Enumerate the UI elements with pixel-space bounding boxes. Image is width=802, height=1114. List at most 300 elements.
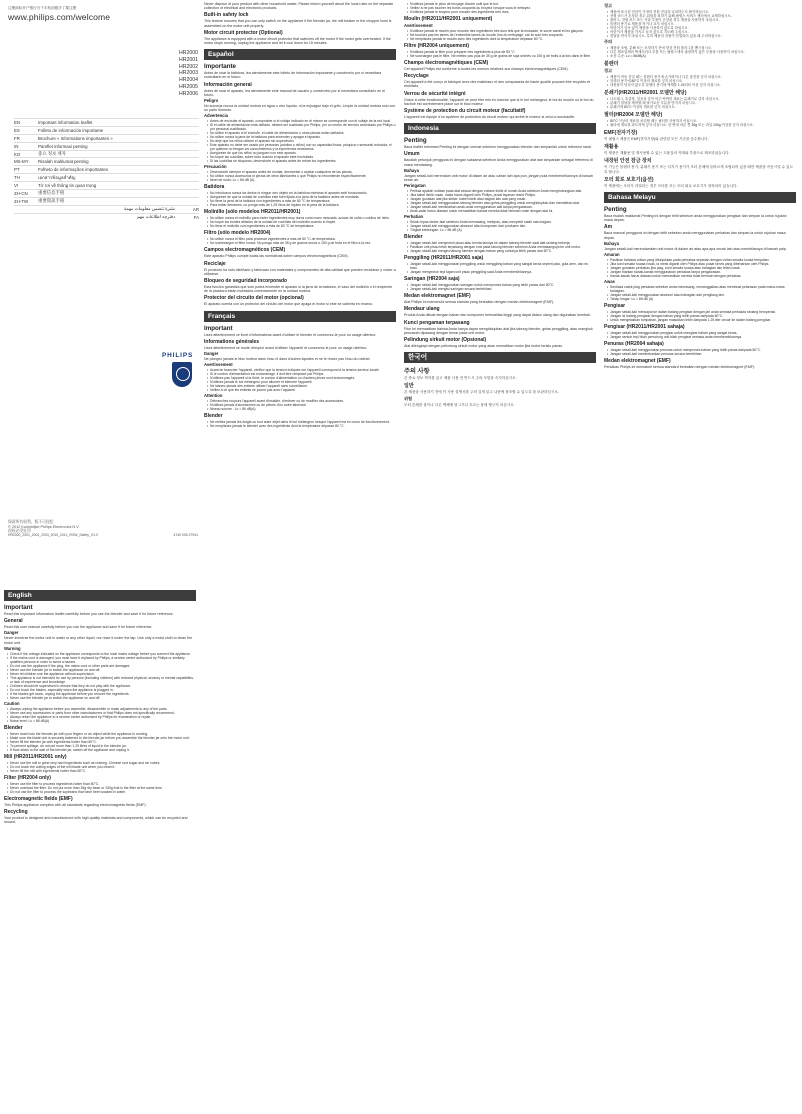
list-item: • No llene la jarra de la batidora con ingredientes a más de 80 °C de temperatura. [207, 199, 396, 203]
heading-emf: Medan elektromagnet (EMF) [604, 358, 671, 365]
motor-protector-text: El aparato cuenta con un protector del circuito del motor que apaga el motor si este se calienta en exceso. [204, 302, 374, 307]
list-item: • Veillez à ce que les enfants ne jouent pas avec l'appareil. [207, 388, 396, 392]
general-text: Baca manual pengguna ini dengan teliti sebelum anda menggunakan perkakas dan simpan ia untuk rujukan masa depan. [604, 231, 786, 240]
list-item: • 칼날을 만지지 마십시오. 특히 제품의 전원이 연결되어 있을 때 주의하십시오. [607, 34, 796, 38]
safety-lock-text: Esta función garantiza que solo podrá encender el aparato si la jarra de la batidora, el vaso del molinillo o el recipiente de la picadora están montados correctamente en la unidad motora. [204, 285, 393, 294]
heading-danger: 위험 [404, 395, 413, 401]
mill-list [407, 29, 596, 41]
list-item: • Jangan sekali-kali mengisi saringan secara berlebihan. [407, 287, 596, 291]
heading-recycling: Recycling [4, 809, 28, 816]
list-item: • Jangan gunakan alat jika steker, kabel listrik atau bagian lain ada yang rusak. [407, 197, 596, 201]
blender-list [207, 191, 396, 207]
heading-safety-lock: Bloqueo de seguridad incorporado [204, 278, 288, 285]
language-code: MS-MY [14, 159, 29, 165]
blender-list [407, 241, 596, 253]
list-item: • Jangan sekali-kali menyentuh pisau atau benda lainnya ke dalam tabung blender saat alat sedang bekerja. [407, 241, 596, 245]
section-title: Penting [404, 137, 427, 145]
list-item: • Ne laissez jamais des enfants utiliser l'appareil sans surveillance. [207, 384, 396, 388]
list-item: • Never use the filter to process ingredients hotter than 80°C. [7, 782, 196, 786]
language-code: EN [14, 119, 21, 125]
list-item: • Never overload the filter. Do not put more than 35g dry bean or 150g fruit in the filter at the same time. [7, 786, 196, 790]
list-item: • Jangan sekali-kali menggunakan aksesori atau komponen dari produsen lain. [407, 224, 596, 228]
list-item: • Children should be supervised to ensure that they do not play with the appliance. [7, 684, 196, 688]
list-item: • Ne surchargez pas le filtre. Ne mettez pas plus de 35 g de grains de soja séchés ou 150 g de fruits à la fois dans le filtre. [407, 54, 596, 58]
list-item: • No utilice nunca accesorios ni piezas de otros fabricantes o que Philips no recomiende específicamente. [207, 174, 396, 178]
heading-warning: 경고 [604, 3, 613, 8]
list-item: • Sentiasa cabut plag perkakas sebelum anda memasang, menanggalkan atau membuat pelarasan pada mana-mana bahagian. [607, 285, 796, 293]
model-number: HR2000 [178, 50, 198, 56]
model-number: HR2004 [178, 77, 198, 84]
heading-blender: Pengisar [604, 303, 626, 310]
list-item: • 전원 코드가 손상된 경우 위험을 피하기 위해 필립스 서비스 센터에서 교체하십시오. [607, 14, 796, 18]
list-item: • If the blades get stuck, unplug the appliance before you remove the ingredients. [7, 692, 196, 696]
list-item: • Veillez à ne pas toucher les bords coupants du broyeur lorsque vous le nettoyez. [407, 6, 596, 10]
document-code: HR2000_2001_2002_2003_2010_2011_ROW_Safety_V1.0 [8, 533, 98, 537]
list-item: • If the mains cord is damaged, you must have it replaced by Philips, a service centre authorized by Philips or similarly qualified persons in order to avoid a hazard. [7, 656, 196, 664]
mill-list [7, 761, 196, 773]
safety-lock-text: Fitur ini memastikan bahwa Anda hanya dapat menghidupkan alat jika tabung blender, gelas penggiling, atau mangkuk pencacah dipasang dengan benar pada unit motor. [404, 326, 593, 335]
safety-lock-text: This feature ensures that you can only switch on the appliance if the blender jar, the mill beaker or the chopper bowl is assembled on the motor unit properly. [204, 19, 392, 28]
language-row [14, 142, 199, 150]
heading-recycling: 재활용 [604, 144, 619, 151]
list-item: • Jangan sentuh tepi bilah pemotong unit bilah pengisar semasa anda membersihkannya. [607, 335, 796, 339]
language-row [14, 157, 199, 165]
language-row [14, 165, 199, 173]
heading-emf: Campos electromagnéticos (CEM) [204, 247, 286, 254]
language-title: Risalah maklumat penting [38, 159, 89, 165]
filter-list [607, 348, 796, 356]
language-code: FR [14, 135, 20, 141]
heading-mill: 분쇄기(HR2011/HR2001 모델만 해당) [604, 90, 687, 96]
list-item: • N'utilisez jamais le bol mélangeur pour allumer et éteindre l'appareil. [207, 380, 396, 384]
list-item: • Jangan sekali-kali menggunakan tabung blender atau gelas penggiling untuk menghidupkan dan mematikan alat. [407, 201, 596, 205]
heading-warning: Avertissement [204, 362, 233, 368]
copyright-line: 侵权必受处罚 [8, 529, 31, 534]
list-item: • Jangan isi balang pengisar dengan bahan yang lebih panas daripada 80°C. [607, 314, 796, 318]
heading-safety-lock: Built-in safety lock [204, 12, 249, 19]
heading-filter: Penuras (HR2004 sahaja) [604, 341, 664, 348]
list-item: • Débranchez toujours l'appareil avant d'installer, d'enlever ou de modifier des accessoires. [207, 399, 396, 403]
language-title: 중요 정보 책자 [38, 151, 66, 156]
general-text: Read this user manual carefully before you use the appliance and save it for future reference. [4, 625, 153, 630]
warning-list [207, 368, 396, 392]
filter-list [207, 237, 396, 245]
list-item: • Asegúrese de que los niños no jueguen con este aparato. [207, 151, 396, 155]
list-item: • 어린이가 감독 없이 제품을 사용하지 않도록 하십시오. [607, 26, 796, 30]
emf-text: Este aparato Philips cumple todas las normativas sobre campos electromagnéticos (CEM). [204, 254, 349, 259]
caution-list [607, 46, 796, 58]
list-item: • Jangan sekali-kali menggunakan penuras untuk memproses bahan yang lebih panas daripada 80°C. [607, 348, 796, 352]
list-item: • Tahap hingar: Lc = 86 dB (A) [607, 297, 796, 301]
danger-text: Jangan sekali-kali merendamkan unit motor di dalam air atau apa-apa cecair lain atau membilasnya di bawah paip. [604, 246, 787, 251]
model-number: HR2001 [178, 56, 198, 63]
list-item: • Jangan sekali-kali membiarkan anak-anak menggunakan alat tanpa pengawasan. [407, 205, 596, 209]
filter-list [607, 119, 796, 127]
heading-danger: Peligro [204, 98, 219, 104]
list-item: • N'utilisez jamais le broyeur pour moudre des ingrédients très durs. [407, 10, 596, 14]
warning-list [207, 119, 396, 163]
list-item: • Selalu lepas steker alat sebelum Anda memasang, melepas, atau menyetel salah satu bagian. [407, 220, 596, 224]
heading-mill: Penggiling (HR2011/HR2001 saja) [404, 255, 484, 262]
list-item: • No llene el molinillo con ingredientes a más de 80 °C de temperatura. [207, 224, 396, 228]
list-item: • 다른 제조업체의 액세서리나 부품 또는 필립스에서 권장하지 않은 부품을 사용하지 마십시오. [607, 50, 796, 54]
list-item: • Ne mettez jamais les doigts ou tout autre objet dans le bol mélangeur lorsque l'appareil est en cours de fonctionnement. [207, 420, 396, 424]
heading-blender: Blender [404, 234, 423, 241]
danger-text: Ne plongez jamais le bloc moteur dans l'eau ni dans d'autres liquides et ne le rincez pas l'eau du robinet. [204, 357, 371, 362]
list-item: • Desenchufe siempre el aparato antes de montar, desmontar o ajustar cualquiera de las piezas. [207, 170, 396, 174]
list-item: • Jika kord sesalur kuasa rosak, ia mesti diganti oleh Philips atau pusat servis yang dibenarkan oleh Philips. [607, 262, 796, 266]
heading-general: Información general [204, 81, 252, 88]
heading-caution: Attention [204, 393, 223, 399]
intro-text: Read this important information leaflet carefully before you use the blender and save it for future reference. [4, 612, 174, 616]
list-item: • No utilice nunca el filtro para procesar ingredientes a más de 80 °C de temperatura. [207, 237, 396, 241]
intro-text: Baca risalah maklumat Penting ini dengan teliti sebelum anda menggunakan pengisar dan simpan ia untuk rujukan masa depan. [604, 214, 787, 223]
language-row [14, 205, 199, 213]
list-item: • 분쇄기에 80°C 이상의 재료를 넣지 마십시오. [607, 105, 796, 109]
list-item: • Do not use the appliance if the plug, the mains cord or other parts are damaged. [7, 664, 196, 668]
mill-list [207, 216, 396, 228]
heading-warning: 경고 [604, 68, 613, 73]
list-item: • If food sticks to the wall of the blender jar, switch off the appliance and unplug it. [7, 748, 196, 752]
heading-motor-protector: Pelindung sirkuit motor (Opsional) [404, 337, 487, 344]
list-item: • 소음 수준: Lc = 86dB(A) [607, 54, 796, 58]
heading-blender: Blender [204, 413, 223, 420]
language-title: เอกสารข้อมูลสำคัญ [38, 175, 76, 181]
language-code: KO [14, 151, 21, 157]
caution-list [207, 170, 396, 182]
list-item: • Jangan sekali-kali menggunakan aksesori atau bahagian dari pengilang lain. [607, 293, 796, 297]
list-item: • Si el cable de alimentación está dañado, deberá ser sustituido por Philips, por un centro de servicio autorizado por Philips o por personal cualificado. [207, 123, 396, 131]
emf-text: 이 필립스 제품은 EMF(전자기장)와 관련된 모든 기준을 준수합니다. [604, 137, 709, 141]
model-list [178, 50, 198, 98]
heading-motor-protector: Protector del circuito del motor (opcional) [204, 295, 304, 302]
heading-caution: Caution [4, 700, 20, 706]
heading-warning: Warning [4, 645, 21, 651]
list-item: • 필터에 재료를 과도하게 넣지 마십시오. 한 번에 마른 콩 35g 또는 과일 150g 이상을 넣지 마십시오. [607, 123, 796, 127]
language-title: Pamflet informasi penting [38, 143, 88, 149]
document-barcode-number: 4740 005 27941 [173, 533, 198, 537]
list-item: • Never fill the mill with ingredients hotter than 80°C. [7, 769, 196, 773]
intro-text: Baca leaflet Informasi Penting ini dengan cermat sebelum menggunakan blender dan simpanlah untuk referensi nanti. [404, 145, 592, 150]
heading-recycling: Mendaur ulang [404, 306, 440, 313]
disposal-text: Never dispose of your product with other household waste. Please inform yourself about the local rules on the separate collection of electrical and electronic products. [204, 2, 394, 11]
filter-list [7, 782, 196, 794]
recycling-text: Produk Anda dibuat dengan bahan dan komponen berkualitas tinggi yang dapat didaur ulang dan digunakan kembali. [404, 313, 591, 318]
language-code: TH [14, 175, 20, 181]
section-title: Important [4, 604, 33, 611]
heading-general: 일반 [404, 383, 414, 390]
heading-caution: Precaución [204, 164, 227, 170]
safety-lock-text: Grâce à cette fonctionnalité, l'appareil ne peut être mis en marche que si le bol mélangeur, le bol du moulin ou le bol du hachoir est correctement placé sur le bloc moteur. [404, 97, 594, 106]
language-title: نشرة تتضمن معلومات مهمة [123, 206, 175, 212]
heading-general: Umum [404, 151, 420, 158]
list-item: • Never use the mill to grind very hard ingredients such as nutmeg. Chinese root sugar and ice cubes. [7, 761, 196, 765]
list-item: • Kanak-kanak harus diawasi untuk memastikan mereka tidak bermain dengan perkakas. [607, 274, 796, 278]
heading-safety-lock: Kunci pengaman terpasang [404, 319, 470, 326]
general-text: Bacalah petunjuk pengguna ini dengan saksama sebelum Anda menggunakan alat dan simpanlah sebagai referensi di masa mendatang. [404, 158, 593, 167]
section-header-korean: 한국어 [404, 352, 596, 363]
list-item: • This appliance is not intended for use by persons (including children) with reduced physical, sensory or mental capabilities, or lack of experience and knowledge. [7, 676, 196, 684]
heading-mill: Mill (HR2011/HR2001 only) [4, 753, 67, 760]
heading-emf: Electromagnetic fields (EMF) [4, 795, 73, 802]
registration-text: 注册商标开户银行分下手机前级手了要注册 [8, 6, 77, 10]
model-number: HR2003 [178, 70, 198, 77]
list-item: • Anak-anak harus diawasi untuk memastikan bahwa mereka tidak bermain-main dengan alat ini. [407, 209, 596, 213]
heading-general: Informations générales [204, 338, 260, 345]
list-item: • 제품에 표시된 전압이 가정의 전원 전압과 일치하는지 확인하십시오. [607, 10, 796, 14]
list-item: • Asegúrese de que la unidad de cuchillas esté bien fijada a la jarra de la batidora antes de montarla. [207, 195, 396, 199]
language-title: Tờ rơi về thông tin quan trọng [38, 183, 97, 189]
heading-general: Am [604, 224, 613, 231]
website-url[interactable]: www.philips.com/welcome [8, 12, 111, 22]
list-item: • Nivel de ruido: Lc = 86 dB (A) [207, 178, 396, 182]
philips-logo: PHILIPS [162, 352, 194, 359]
language-code: FA [193, 214, 199, 220]
section-title: Penting [604, 206, 627, 214]
filter-list [407, 50, 596, 58]
list-item: • Jangan sekali-kali menggunakan saringan untuk memproses bahan yang lebih panas dari 80°C. [407, 283, 596, 287]
section-header-francais: Français [204, 311, 396, 322]
heading-filter: Filtre (HR2004 uniquement) [404, 43, 470, 49]
danger-text: No sumerja nunca la unidad motora en agua u otro líquido, ni la enjuague bajo el grifo. Limpie la unidad motora solo con un paño húmedo. [204, 104, 396, 113]
list-item: • N'utilisez jamais le filtre pour préparer des ingrédients à plus de 80 °C. [407, 50, 596, 54]
language-code: PT [14, 167, 20, 173]
list-item: • Ne touchez pas les lames de l'ensemble lames du moulin lors du nettoyage, car ils sont très coupants. [407, 33, 596, 37]
heading-mill: Moulin (HR2011/HR2001 uniquement) [404, 16, 493, 22]
language-row [14, 213, 199, 221]
section-title: Importante [204, 63, 236, 71]
list-item: • 제품을 조립, 분해 또는 조정하기 전에 항상 전원 플러그를 뽑으십시오. [607, 46, 796, 50]
list-item: • Never use the blender jar to switch the appliance on and off. [7, 696, 196, 700]
heading-caution: Perhatian [404, 214, 424, 220]
danger-text: Never immerse the motor unit in water or any other liquid, nor rinse it under the tap. Use only a moist cloth to clean the motor unit. [4, 636, 193, 645]
danger-text: Jangan sekali-kali merendam unit motor di dalam air atau cairan lain apa pun, jangan pula membersihkannya di bawah keran air. [404, 173, 593, 183]
list-item: • Avant de brancher l'appareil, vérifiez que la tension indiquée sur l'appareil correspond à la tension secteur locale. [207, 368, 396, 372]
warning-list [607, 10, 796, 38]
language-title: 重要資訊手冊 [38, 198, 65, 204]
warning-list [7, 652, 196, 700]
heading-caution: 주의 [604, 39, 613, 44]
heading-warning: Amaran [604, 252, 620, 258]
list-item: • Antes de enchufar el aparato, compruebe si el voltaje indicado en el mismo se corresponde con el voltaje de la red local. [207, 119, 396, 123]
cover-panel [0, 0, 200, 580]
heading-motor-protector: Système de protection du circuit moteur (facultatif) [404, 108, 526, 115]
heading-danger: Danger [204, 351, 219, 357]
section-header-malay: Bahasa Melayu [604, 192, 796, 203]
column-four [604, 2, 796, 370]
heading-warning: Advertencia [204, 113, 228, 119]
list-item: • No introduzca nunca los dedos ni ningún otro objeto en la batidora mientras el aparato esté funcionando. [207, 191, 396, 195]
section-title: Important [204, 324, 233, 332]
heading-filter: Filter (HR2004 only) [4, 774, 51, 781]
heading-warning: Avertissement [404, 23, 433, 28]
heading-general: General [4, 618, 23, 625]
heading-mill: Pengisar (HR2011/HR2001 sahaja) [604, 324, 685, 331]
list-item: • Tingkat kebisingan: Lc = 86 dB (A) [407, 228, 596, 232]
filter-list [407, 283, 596, 291]
copyright-block [8, 520, 79, 534]
blender-list [207, 420, 396, 428]
list-item: • Jangan sekali-kali mencapai ke dalam balang pengisar dengan jari anda semasa perkakas sedang beroperasi. [607, 310, 796, 314]
english-section [4, 590, 196, 825]
heading-emf: EMF(전자기장) [604, 130, 638, 136]
mill-list [407, 262, 596, 274]
list-item: • N'utilisez jamais le moulin pour moudre des ingrédients très durs tels que la muscade, le sucre candi et les glaçons. [407, 29, 596, 33]
section-header-espanol: Español [204, 49, 396, 60]
warning-list [607, 258, 796, 278]
heading-emf: Medan elektromagnet (EMF) [404, 293, 471, 300]
heading-blender: 블렌더 [604, 61, 619, 67]
list-item: • Never fill the blender jar with ingredients hotter than 80°C. [7, 740, 196, 744]
language-row [14, 197, 199, 205]
heading-filter: Saringan (HR2004 saja) [404, 276, 460, 283]
caution-list [607, 285, 796, 301]
list-item: • N'utilisez jamais le pilon de broyage d'autre outil que le bol. [407, 2, 596, 6]
list-item: • Jika kabel listrik rusak, maka harus diganti oleh Philips, pusat layanan resmi Philips. [407, 193, 596, 197]
list-item: • Check if the voltage indicated on the appliance corresponds to the local mains voltage before you connect the appliance. [7, 652, 196, 656]
caution-list [407, 220, 596, 232]
heading-danger: Bahaya [604, 240, 619, 246]
list-item: • 플러그, 전원 코드 또는 기타 부품이 손상된 경우 제품을 사용하지 마십시오. [607, 18, 796, 22]
language-code: VI [14, 183, 19, 189]
model-number: HR2002 [178, 63, 198, 70]
list-item: • Noise level: Lc = 86 dB(A) [7, 719, 196, 723]
list-item: • Always return the appliance to a service centre authorized by Philips for examination or repair. [7, 715, 196, 719]
language-code: ZH-CN [14, 190, 28, 196]
section-title: 주의 사항 [404, 368, 430, 376]
language-code: AR [192, 206, 199, 212]
language-row [14, 126, 199, 134]
emf-text: Alat Philips ini memenuhi semua standar yang berkaitan dengan medan elektromagnet (EMF). [404, 300, 555, 305]
language-title: Important information leaflet [38, 119, 93, 125]
list-item: • No toque los bordes afilados de la unidad de cuchillas del molinillo cuando lo limpie. [207, 220, 396, 224]
list-item: • Never use any accessories or parts from other manufacturers or that Philips does not specifically recommend. [7, 711, 196, 715]
language-row [14, 189, 199, 197]
general-text: 본 제품을 사용하기 전에 이 사용 설명서를 주의 깊게 읽고 나중에 참조할 수 있도록 잘 보관하십시오. [404, 390, 559, 395]
motor-protector-text: L'appareil est équipé d'un système de protection du circuit moteur qui arrête le moteur si celui-ci surchauffe. [404, 115, 576, 120]
section-header-english: English [4, 590, 196, 601]
list-item: • No utilice el aparato si el enchufe, el cable de alimentación u otras piezas están dañados. [207, 131, 396, 135]
recycling-text: 이 제품은 재활용 및 재사용할 수 있는 고품질의 자재와 부품으로 제조되었습니다. [604, 151, 730, 156]
blender-list [7, 732, 196, 752]
list-item: • Pastikan bahawa voltan yang ditunjukkan pada perkakas sepadan dengan voltan sesalur kuasa tempatan. [607, 258, 796, 262]
emf-text: Cet appareil Philips est conforme à toutes les normes relatives aux champs électromagnétiques (CEM). [404, 67, 569, 71]
list-item: • No sobrecargue el filtro nunca. No ponga más de 35 g de granos secos o 150 g de fruta en el filtro a la vez. [207, 241, 396, 245]
list-item: • Jangan menyentuh tepi tajam unit pisau penggiling saat Anda membersihkannya. [407, 270, 596, 274]
list-item: • No deje que los niños utilicen el aparato sin supervisión. [207, 139, 396, 143]
language-code: ZH-TW [14, 198, 29, 204]
caution-list [207, 399, 396, 411]
language-title: Folheto de informações importantes [38, 167, 109, 173]
list-item: • Jangan sekali-kali menggunakan penggiling untuk menggiling bahan yang sangat keras seperti pala, gula aren, dan es batu. [407, 262, 596, 270]
heading-filter: Filtro (sólo modelo HR2004) [204, 230, 271, 237]
list-item: • Never use the blender jar to switch the appliance on and off. [7, 668, 196, 672]
list-item: • Ne remplissez jamais le blender avec des ingrédients dont la température dépasse 80 °C. [207, 424, 396, 428]
copyright-line: © 2012 Koninklijke Philips Electronics N.V. [8, 524, 80, 529]
list-item: • No utilice nunca el molinillo para moler ingredientes muy duros como nuez moscada, azúcar de caña o cubitos de hielo. [207, 216, 396, 220]
language-title: 重要信息手册 [38, 190, 65, 196]
emf-text: This Philips appliance complies with all standards regarding electromagnetic fields (EMF). [4, 802, 147, 807]
blender-list [607, 310, 796, 322]
list-item: • Pastikan unit pisau telah terpasang dengan erat pada tabung blender sebelum Anda memasangnya ke unit motor. [407, 245, 596, 249]
heading-motor-protector: Motor circuit protector (Optional) [204, 29, 283, 36]
language-title: Folleto de información importante [38, 127, 104, 133]
list-item: • Do not use the filter to process the soybeans that have been soaked in water. [7, 790, 196, 794]
intro-text: Lisez attentivement ce livret d'informations avant d'utiliser le blender et conservez-le pour un usage ultérieur. [204, 332, 377, 337]
heading-recycling: Recyclage [404, 73, 429, 80]
list-item: • 80°C 이상의 재료를 처리할 때는 필터를 사용하지 마십시오. [607, 119, 796, 123]
list-item: • N'utilisez pas l'appareil si la fiche, le cordon d'alimentation ou d'autres pièces sont endommagés. [207, 376, 396, 380]
list-item: • 분쇄기 칼날을 세척할 때 날카로운 부분을 만지지 마십시오. [607, 101, 796, 105]
intro-text: Antes de usar la batidora, lea atentamente este folleto de información importante y consérvelo por si necesitara consultarlo en el futuro. [204, 71, 382, 80]
heading-safety-lock: Verrou de sécurité intégré [404, 90, 466, 97]
list-item: • Jangan sekali-kali membebankan penuras secara berlebihan. [607, 352, 796, 356]
motor-protector-text: 이 제품에는 모터가 과열되는 경우 모터를 끄는 모터 회로 보호기가 장착되어 있습니다. [604, 183, 738, 188]
list-item: • Never let children use the appliance without supervision. [7, 672, 196, 676]
language-code: ES [14, 127, 20, 133]
model-number: HR2005 [178, 83, 198, 90]
list-item: • 너트메그, 흑설탕, 얼음과 같이 아주 딱딱한 재료는 분쇄기로 갈지 마십시오. [607, 97, 796, 101]
language-list [14, 118, 199, 221]
language-row [14, 173, 199, 181]
language-title: Brochure « Informations importantes » [38, 135, 113, 141]
blender-list-continued [407, 2, 596, 14]
list-item: • To prevent spillage, do not put more than 1.25 litres of liquid in the blender jar. [7, 744, 196, 748]
recycling-text: Your product is designed and manufactured with high quality materials and components, which can be recycled and reused. [4, 816, 188, 825]
blender-list [607, 75, 796, 87]
philips-shield-icon [172, 362, 192, 387]
heading-safety-lock: 내장된 안전 잠금 장치 [604, 158, 652, 165]
list-item: • Ne remplissez jamais le moulin avec des ingrédients dont la température dépasse 80 °C. [407, 37, 596, 41]
column-two [204, 2, 396, 428]
language-row [14, 150, 199, 158]
heading-caution: Awas [604, 279, 615, 285]
general-text: Antes de usar el aparato, lea atentamente este manual de usuario y consérvelo por si necesitara consultarlo en el futuro. [204, 88, 385, 97]
document-number [8, 533, 198, 537]
list-item: • 어린이가 제품을 가지고 놀지 않도록 지도해 주십시오. [607, 30, 796, 34]
list-item: • Periksa apakah voltase pada alat sesuai dengan voltase listrik di rumah Anda sebelum Anda menghubungkan alat. [407, 189, 596, 193]
list-item: • No utilice nunca la jarra de la batidora para encender y apagar el aparato. [207, 135, 396, 139]
list-item: • Jangan sekali-kali menggunakan pengisar untuk mengisar bahan yang sangat keras. [607, 331, 796, 335]
list-item: • Jangan sekali-kali mengisi tabung blender dengan bahan yang suhunya lebih panas dari 80°C. [407, 249, 596, 253]
list-item: • Si las cuchillas se bloquean, desenchufe el aparato antes de retirar los ingredientes. [207, 159, 396, 163]
heading-danger: Bahaya [404, 167, 419, 173]
list-item: • 제품이 작동 중일 때는 블렌더 용기에 손가락이나 다른 물건을 넣지 마십시오. [607, 75, 796, 79]
list-item: • Jangan biarkan kanak-kanak menggunakan perkakas tanpa pengawasan. [607, 270, 796, 274]
list-item: • Never reach into the blender jar with your fingers or an object while the appliance is running. [7, 732, 196, 736]
heading-emf: Champs électromagnétiques (CEM) [404, 60, 489, 66]
recycling-text: Cet appareil a été conçu et fabriqué avec des matériaux et des composants de haute qualité pouvant être recyclés et réutilisés. [404, 80, 590, 89]
list-item: • 블렌더 용기에 80°C 이상의 재료를 넣지 마십시오. [607, 79, 796, 83]
list-item: • 내용물이 넘치지 않도록 블렌더 용기에 액체를 1.25리터 이상 넣지 마십시오. [607, 83, 796, 87]
safety-lock-text: 이 기능은 블렌더 용기, 분쇄기 용기 또는 다지기 용기가 모터 본체에 올바르게 조립되어 있을 때만 제품을 작동시킬 수 있도록 합니다. [604, 165, 794, 174]
heading-warning: Peringatan [404, 183, 426, 189]
language-row [14, 134, 199, 142]
language-row [14, 118, 199, 126]
heading-danger: Danger [4, 630, 19, 636]
list-item: • Do not touch the blades, especially when the appliance is plugged in. [7, 688, 196, 692]
list-item: • Do not touch the cutting edges of the mill blade unit when you clean it. [7, 765, 196, 769]
model-number: HR2006 [178, 90, 198, 97]
list-item: • Always unplug the appliance before you assemble, disassemble or make adjustments to any of the parts. [7, 707, 196, 711]
warning-list [407, 189, 596, 213]
list-item: • 블렌더 용기로 제품을 켜거나 끄지 마십시오. [607, 22, 796, 26]
heading-mill: Molinillo (sólo modelos HR2011/HR2001) [204, 209, 301, 216]
list-item: • Niveau sonore : Lc = 86 dB(A) [207, 407, 396, 411]
language-row [14, 181, 199, 189]
section-header-indonesia: Indonesia [404, 123, 596, 134]
list-item: • No toque las cuchillas, sobre todo cuando el aparato esté enchufado. [207, 155, 396, 159]
